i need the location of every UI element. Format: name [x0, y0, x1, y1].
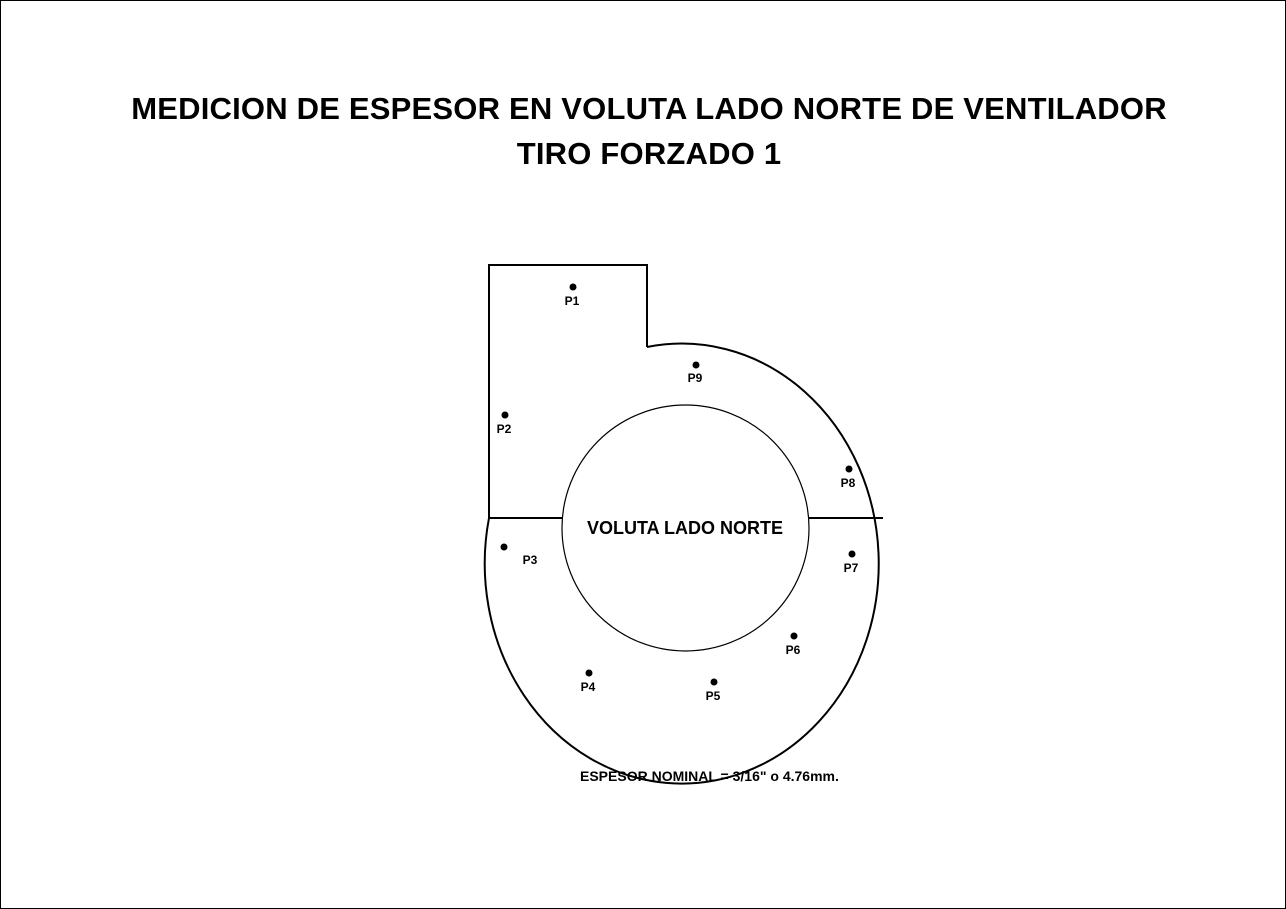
point-marker — [791, 633, 798, 640]
point-marker — [846, 466, 853, 473]
title-line-2: TIRO FORZADO 1 — [516, 136, 782, 171]
point-label: P3 — [522, 553, 538, 567]
point-label: P4 — [580, 680, 596, 694]
point-label: P6 — [785, 643, 801, 657]
point-label: P5 — [705, 689, 721, 703]
point-label: P2 — [496, 422, 512, 436]
point-p6 — [786, 633, 801, 658]
point-p8 — [841, 466, 856, 491]
point-label: P9 — [687, 371, 703, 385]
point-marker — [502, 412, 509, 419]
point-p9 — [688, 362, 703, 386]
point-p1 — [565, 284, 580, 309]
point-marker — [711, 679, 718, 686]
point-marker — [586, 670, 593, 677]
point-marker — [570, 284, 577, 291]
point-p7 — [844, 551, 859, 576]
point-label: P7 — [843, 561, 859, 575]
point-marker — [849, 551, 856, 558]
center-label: VOLUTA LADO NORTE — [587, 518, 783, 538]
point-p2 — [497, 412, 512, 437]
point-label: P8 — [840, 476, 856, 490]
point-label: P1 — [564, 294, 580, 308]
title-line-1: MEDICION DE ESPESOR EN VOLUTA LADO NORTE DE VENTILADOR — [131, 91, 1167, 126]
point-p4 — [581, 670, 596, 695]
nominal-thickness-note: ESPESOR NOMINAL = 3/16" o 4.76mm. — [580, 768, 839, 784]
point-marker — [693, 362, 700, 369]
point-p3 — [501, 544, 538, 568]
point-marker — [501, 544, 508, 551]
point-p5 — [706, 679, 721, 704]
